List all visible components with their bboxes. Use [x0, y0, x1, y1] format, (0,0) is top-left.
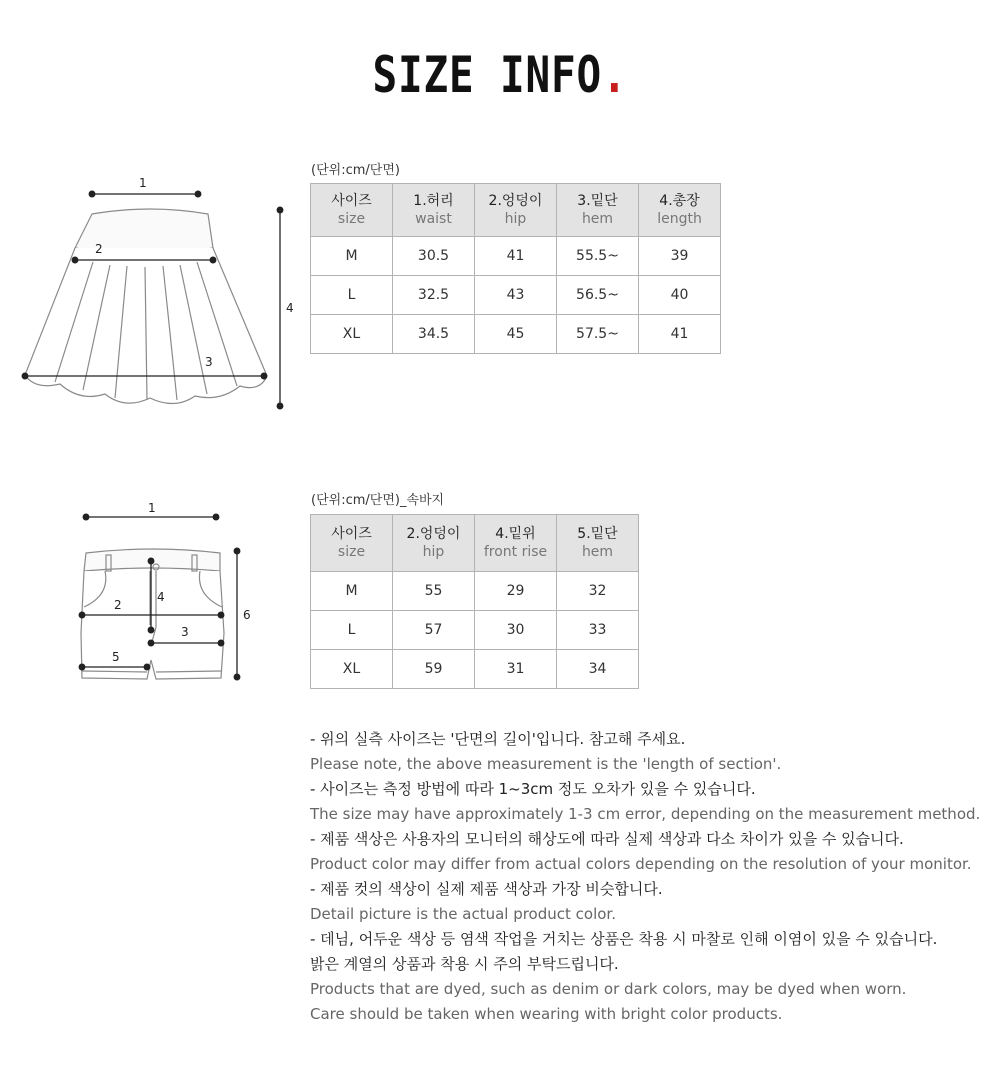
shorts-label-5: 5	[112, 650, 120, 664]
note-line: - 제품 색상은 사용자의 모니터의 해상도에 따라 실제 색상과 다소 차이가 있을 수 있습니다.	[310, 830, 904, 848]
table-row	[311, 611, 639, 650]
table-row	[311, 572, 639, 611]
note-line: Product color may differ from actual colors depending on the resolution of your monitor.	[310, 855, 972, 873]
shorts-label-2: 2	[114, 598, 122, 612]
skirt-label-1: 1	[139, 176, 147, 190]
table-cell: 55.5~	[557, 237, 639, 276]
table-cell: 57	[393, 611, 475, 650]
table-cell: XL	[311, 650, 393, 689]
skirt-diagram	[15, 170, 305, 420]
table-cell: 39	[639, 237, 721, 276]
table-cell: L	[311, 611, 393, 650]
table-cell: 32	[557, 572, 639, 611]
table-cell: 33	[557, 611, 639, 650]
header-cell: 4.밑위 front rise	[475, 515, 557, 572]
shorts-diagram	[70, 495, 260, 690]
title-text: SIZE INFO	[372, 46, 603, 104]
table-cell: 30	[475, 611, 557, 650]
table-cell: 34.5	[393, 315, 475, 354]
table-cell: M	[311, 237, 393, 276]
header-cell: 4.총장 length	[639, 184, 721, 237]
table-cell: 41	[475, 237, 557, 276]
shorts-label-3: 3	[181, 625, 189, 639]
header-cell: 2.엉덩이 hip	[393, 515, 475, 572]
header-cell: 사이즈 size	[311, 184, 393, 237]
table-row	[311, 650, 639, 689]
header-cell: 5.밑단 hem	[557, 515, 639, 572]
note-line: The size may have approximately 1-3 cm error, depending on the measurement method.	[310, 805, 981, 823]
table-header-row	[311, 184, 721, 237]
table-cell: 30.5	[393, 237, 475, 276]
table-row	[311, 276, 721, 315]
page-title	[90, 45, 910, 105]
note-line: 밝은 계열의 상품과 착용 시 주의 부탁드립니다.	[310, 955, 619, 973]
note-line: - 데님, 어두운 색상 등 염색 작업을 거치는 상품은 착용 시 마찰로 인해 이염이 있을 수 있습니다.	[310, 930, 938, 948]
shorts-label-4: 4	[157, 590, 165, 604]
table-cell: 55	[393, 572, 475, 611]
table-cell: M	[311, 572, 393, 611]
notes-section	[310, 727, 1000, 1027]
skirt-label-3: 3	[205, 355, 213, 369]
note-line: Please note, the above measurement is the 'length of section'.	[310, 755, 782, 773]
table-row	[311, 237, 721, 276]
table-cell: XL	[311, 315, 393, 354]
table-row	[311, 315, 721, 354]
table-cell: 41	[639, 315, 721, 354]
table-cell: 56.5~	[557, 276, 639, 315]
table-header-row	[311, 515, 639, 572]
note-line: Detail picture is the actual product color.	[310, 905, 616, 923]
table-cell: 40	[639, 276, 721, 315]
table-cell: 31	[475, 650, 557, 689]
note-line: - 제품 컷의 색상이 실제 제품 색상과 가장 비슷합니다.	[310, 880, 663, 898]
table-cell: 57.5~	[557, 315, 639, 354]
skirt-label-2: 2	[95, 242, 103, 256]
note-line: Products that are dyed, such as denim or dark colors, may be dyed when worn.	[310, 980, 907, 998]
skirt-unit-label: (단위:cm/단면)	[311, 163, 400, 178]
note-line: Care should be taken when wearing with bright color products.	[310, 1005, 783, 1023]
table-cell: 43	[475, 276, 557, 315]
shorts-label-6: 6	[243, 608, 251, 622]
skirt-size-table	[310, 183, 721, 354]
note-line: - 위의 실측 사이즈는 '단면의 길이'입니다. 참고해 주세요.	[310, 730, 686, 748]
header-cell: 2.엉덩이 hip	[475, 184, 557, 237]
shorts-size-table	[310, 514, 639, 689]
header-cell: 3.밑단 hem	[557, 184, 639, 237]
table-cell: L	[311, 276, 393, 315]
table-cell: 34	[557, 650, 639, 689]
shorts-label-1: 1	[148, 501, 156, 515]
title-dot: .	[602, 46, 628, 104]
header-cell: 사이즈 size	[311, 515, 393, 572]
table-cell: 32.5	[393, 276, 475, 315]
header-cell: 1.허리 waist	[393, 184, 475, 237]
table-cell: 59	[393, 650, 475, 689]
note-line: - 사이즈는 측정 방법에 따라 1~3cm 정도 오차가 있을 수 있습니다.	[310, 780, 756, 798]
table-cell: 45	[475, 315, 557, 354]
table-cell: 29	[475, 572, 557, 611]
skirt-label-4: 4	[286, 301, 294, 315]
shorts-unit-label: (단위:cm/단면)_속바지	[311, 493, 445, 508]
